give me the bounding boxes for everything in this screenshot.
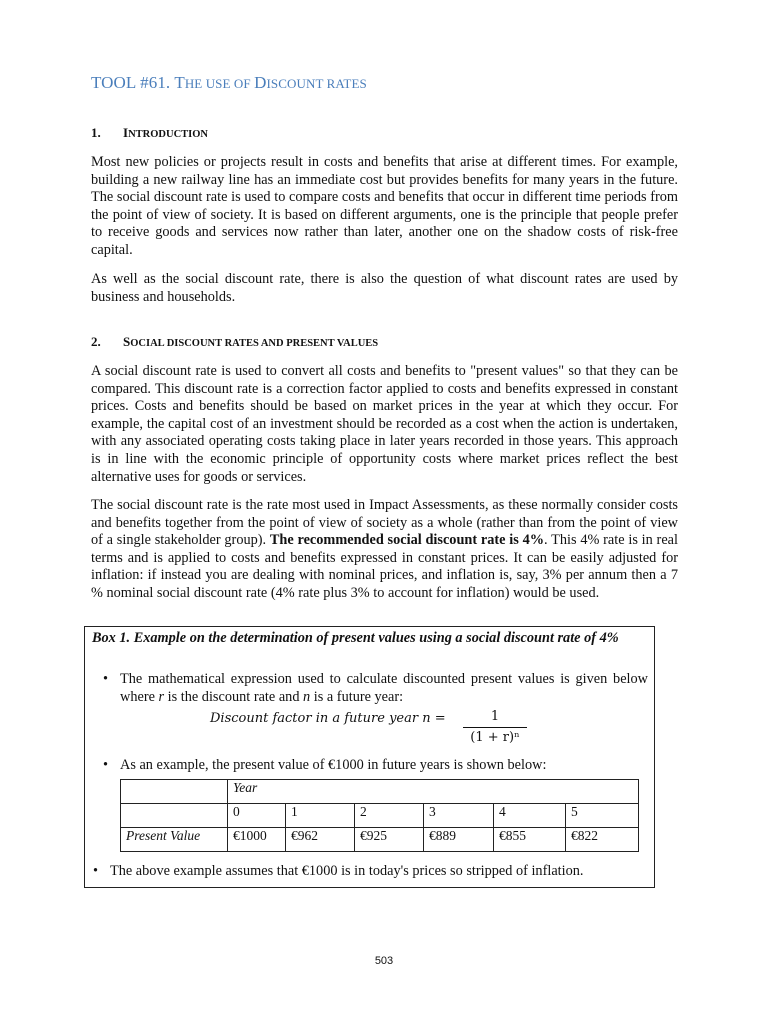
table-cell-empty xyxy=(121,804,228,828)
row-label: Present Value xyxy=(121,828,228,852)
box-bullet-2: • As an example, the present value of €1000 in future years is shown below: xyxy=(103,757,547,773)
year-header: Year xyxy=(228,780,639,804)
year-cell: 2 xyxy=(355,804,424,828)
value-cell: €855 xyxy=(494,828,566,852)
table-row xyxy=(121,804,639,828)
value-cell: €1000 xyxy=(228,828,286,852)
section-2-paragraph-2: The social discount rate is the rate most used in Impact Assessments, as these normally consider costs and benefits together from the point of view of society as a whole (rather than from the point of view of a single stakeholder group). The recommended social discount rate is 4%. This 4% rate is in real terms and is applied to costs and benefits expressed in constant prices. It can be easily adjusted for inflation: if instead you are dealing with nominal prices, and inflation is, say, 3% per annum then a 7 % nominal social discount rate (4% rate plus 3% to account for inflation) would be used. xyxy=(91,497,678,601)
table-row xyxy=(121,780,639,804)
year-cell: 1 xyxy=(286,804,355,828)
discount-formula-fraction: 1 (1 + r)ⁿ xyxy=(463,709,527,745)
document-title: TOOL #61. THE USE OF DISCOUNT RATES xyxy=(91,73,367,92)
intro-paragraph-1: Most new policies or projects result in costs and benefits that arise at different times. For example, building a new railway line has an immediate cost but provides benefits for many years in the future. The social discount rate is used to compare costs and benefits that occur in different time periods from the point of view of society. It is based on different arguments, one is the principle that people prefer to receive goods and services now rather than later, another one on the shadow costs of risk-free capital. xyxy=(91,154,678,258)
section-2-paragraph-1: A social discount rate is used to convert all costs and benefits to "present values" so that they can be compared. This discount rate is a correction factor applied to costs and benefits expressed in constant prices. Costs and benefits should be based on market prices in the year at which they occur. For example, the capital cost of an investment should be recorded as a cost when the action is undertaken, with any associated operating costs taking place in later years recorded in those years. This approach is in line with the economic principle of opportunity costs where market prices reflect the best alternative uses for goods or services. xyxy=(91,363,678,485)
present-value-table xyxy=(120,779,639,852)
intro-paragraph-2: As well as the social discount rate, there is also the question of what discount rates are used by business and households. xyxy=(91,271,678,305)
value-cell: €822 xyxy=(566,828,639,852)
box-bullet-1: • The mathematical expression used to calculate discounted present values is given below where r is the discount rate and n is a future year: xyxy=(103,671,648,705)
year-cell: 0 xyxy=(228,804,286,828)
box-bullet-3: • The above example assumes that €1000 is in today's prices so stripped of inflation. xyxy=(93,863,584,879)
year-cell: 5 xyxy=(566,804,639,828)
discount-formula-lhs: Discount factor in a future year n = xyxy=(210,711,446,726)
value-cell: €962 xyxy=(286,828,355,852)
example-box xyxy=(84,626,655,888)
table-cell-empty xyxy=(121,780,228,804)
section-1-heading: 1. INTRODUCTION xyxy=(91,125,208,140)
year-cell: 3 xyxy=(424,804,494,828)
table-row xyxy=(121,828,639,852)
year-cell: 4 xyxy=(494,804,566,828)
section-2-heading: 2. SOCIAL DISCOUNT RATES AND PRESENT VALUES xyxy=(91,334,379,349)
page-number: 503 xyxy=(374,955,394,967)
value-cell: €925 xyxy=(355,828,424,852)
value-cell: €889 xyxy=(424,828,494,852)
recommended-rate: The recommended social discount rate is 4% xyxy=(269,532,545,549)
box-title: Box 1. Example on the determination of present values using a social discount rate of 4% xyxy=(92,630,619,646)
